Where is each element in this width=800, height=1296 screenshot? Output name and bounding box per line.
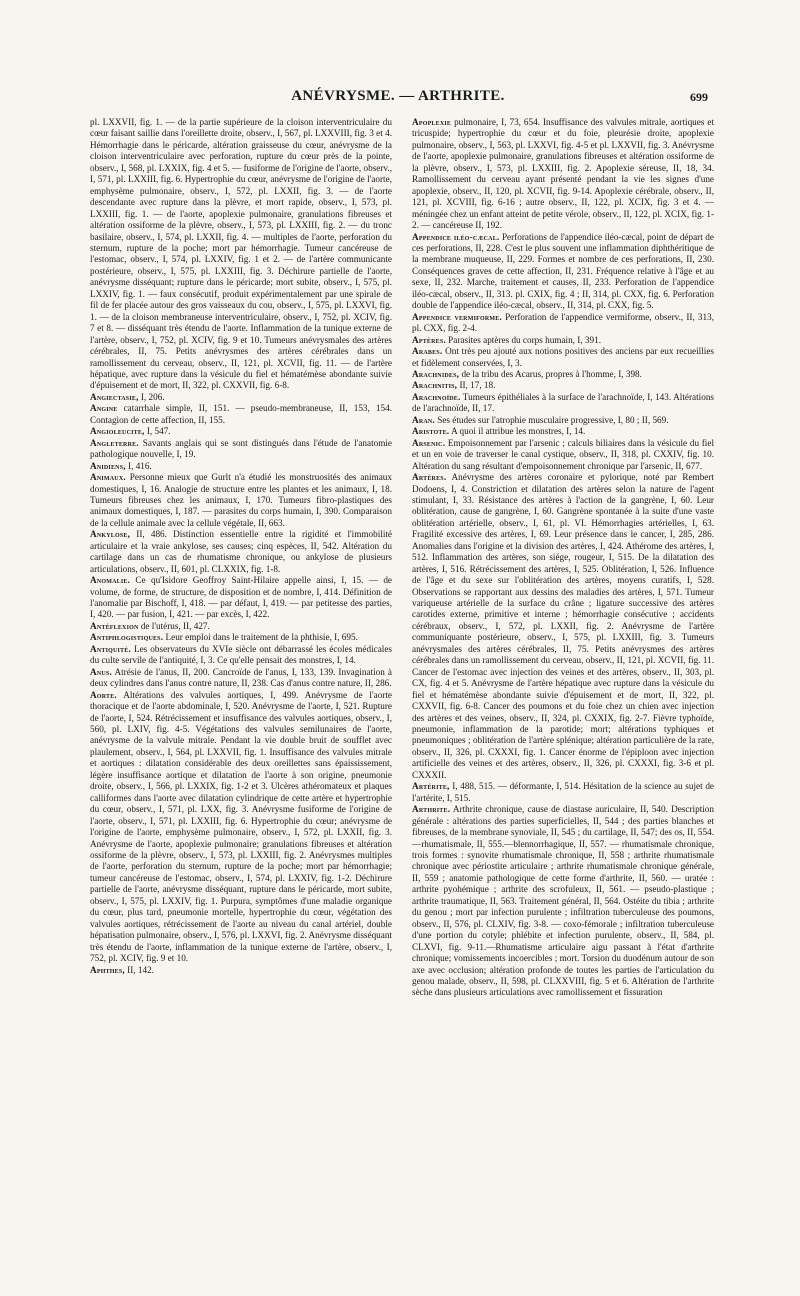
entry-text: Ont très peu ajouté aux notions positives des anciens par eux recueillies et fidèlement conservées, I, 3. xyxy=(412,346,714,368)
entry-text: Ce qu'Isidore Geoffroy Saint-Hilaire appelle ainsi, I, 15. — de volume, de forme, de structure, de disposition et de nombre, I, 414. Définition de l'anomalie par Bischoff, I, 418. — par défaut, I, 419. — par petitesse des parties, I, 420. — par fusion, I, 421. — par excès, I, 422. xyxy=(90,575,392,620)
entry-text: Perforations de l'appendice iléo-cæcal, point de départ de ces perforations, II, 228. C'est le plus souvent une inflammation diphthéritique de la membrane muqueuse, II, 229. Formes et nombre de ces perforations, II, 230. Conséquences graves de cette affection, II, 231. Fréquence relative à l'âge et au sexe, II, 232. Marche, traitement et causes, II, 233. Perforation de l'appendice iléo-cæcal, observ., II, 313. pl. CXIX, fig. 4 ; II, 314, pl. CXX, fig. 6. Perforation double de l'appendice iléo-cæcal, observ., II, 314, pl. CXX, fig. 5. xyxy=(412,231,714,311)
entry-term: Angioleucite, xyxy=(90,426,145,437)
entry-text: II, 142. xyxy=(124,964,154,975)
entry-term: Artères. xyxy=(412,472,447,483)
entry-term: Anomalie. xyxy=(90,575,131,586)
entry-term: Angiectasie, xyxy=(90,391,139,402)
entry-text: Anévrysme des artères coronaire et pylorique, noté par Rembert Dodoens, I, 4. Constriction et dilatation des artères selon la nature de l'agent stimulant, I, 33. Résistance des artères à l'action de la gangrène, I, 60. Leur oblitération, cause de gangrène, I, 60. Gangrène spontanée à la suite d'une vaste oblitération artérielle, observ., I, 61, pl. VI. Hémorrhagies artérielles, I, 63. Fragilité excessive des artères, I, 69. Leur présence dans le cancer, I, 285, 286. Anomalies dans l'origine et la division des artères, I, 424. Athérome des artères, I, 512. Inflammation des artères, son siége, rougeur, I, 515. De la dilatation des artères, I, 516. Rétrécissement des artères, I, 525. Oblitération, I, 526. Influence de l'âge et du sexe sur l'oblitération des artères, moyens curatifs, I, 528. Observations se rapportant aux dessins des maladies des artères, I, 571. Tumeur variqueuse artérielle de la surface du crâne ; ligature successive des artères carotides externe, primitive et interne ; hémorrhagie consécutive ; accidents cérébraux, observ., I, 572, pl. LXXII, fig. 2. Anévrysme de l'artère communiquante postérieure, observ., I, 575, pl. LXXIII, fig. 3. Tumeurs anévrysmales des artères cérébrales, II, 75. Petits anévrysmes des artères cérébrales dans un ramollissement du cerveau, observ., II, 121, pl. XCVII, fig. 11. Cancer de l'estomac avec injection des veines et des artères, observ., II, 303, pl. CX, fig. 4 et 5. Anévrysme de l'artère hépatique avec rupture dans la vésicule du fiel et hématémèse abondante suivie d'épuisement et de mort, II, 322, pl. CXXVII, fig. 6-8. Cancer des poumons et du foie chez un chien avec injection des artères et des veines, observ., II, 324, pl. CXXIX, fig. 2-7. Fièvre typhoïde, pneumonie, inflammation de la parotide; mort; altérations typhiques et pneumoniques ; oblitération de l'artère splénique; altération particulière de la rate, observ., II, 326, pl. CXXXI, fig. 1. Cancer énorme de l'épiploon avec injection artificielle des veines et des artères, observ., II, 326, pl. CXXXI, fig. 3-6 et pl. CXXXII. xyxy=(412,472,714,780)
entry-text: Savants anglais qui se sont distingués dans l'étude de l'anatomie pathologique nouvelle, I, 19. xyxy=(90,437,392,460)
index-entry xyxy=(90,472,392,529)
index-entry xyxy=(90,392,392,403)
index-entry xyxy=(90,621,392,632)
index-entry xyxy=(90,403,392,426)
index-entry xyxy=(412,781,714,804)
index-entry xyxy=(90,575,392,621)
entry-term: Aran. xyxy=(412,414,435,425)
entry-text: I, 206. xyxy=(138,391,165,402)
entry-text: Les observateurs du XVIe siècle ont débarrassé les écoles médicales du culte servile de l'antiquité, I, 3. Ce qu'elle pensait des monstres, I, 14. xyxy=(90,643,392,666)
right-column xyxy=(412,117,714,999)
entry-text: II, 17, 18. xyxy=(457,380,496,391)
index-entry xyxy=(412,380,714,391)
entry-term: Arthrite. xyxy=(412,804,451,815)
entry-term: Arabes. xyxy=(412,346,443,357)
index-entry xyxy=(412,426,714,437)
index-entry xyxy=(412,346,714,369)
entry-term: Artérite, xyxy=(412,781,450,792)
entry-text: Perforation de l'appendice vermiforme, observ., II, 313, pl. CXX, fig. 2-4. xyxy=(412,311,714,334)
entry-text: de la tribu des Acarus, propres à l'homme, I, 398. xyxy=(459,368,642,379)
entry-text: catarrhale simple, II, 151. — pseudo-membraneuse, II, 153, 154. Contagion de cette affection, II, 155. xyxy=(90,403,392,425)
index-entry xyxy=(90,529,392,575)
entry-term: Arachnitis, xyxy=(412,380,458,391)
entry-text: I, 416. xyxy=(125,460,152,471)
index-entry xyxy=(412,117,714,232)
index-entry xyxy=(90,438,392,461)
index-entry xyxy=(90,644,392,667)
entry-text: pulmonaire, I, 73, 654. Insuffisance des valvules mitrale, aortiques et tricuspide; hypertrophie du cœur et du foie, pleurésie droite, apoplexie pulmonaire, observ., I, 563, pl. LXXVI, fig. 4-5 et pl. LXXVII, fig. 3. Anévrysme de l'aorte, apoplexie pulmonaire, granulations fibreuses et altération ossiforme de la plèvre, observ., I, 573, pl. LXXIII, fig. 2. Apoplexie séreuse, II, 18, 34. Ramollissement du cerveau ayant présenté pendant la vie les signes d'une apoplexie, observ., II, 120, pl. XCVII, fig. 9-14. Apoplexie cérébrale, observ., II, 121, pl. XCVIII, fig. 6-16 ; autre observ., II, 122, pl. XCIX, fig. 3 et 4. — méningée chez un enfant atteint de petite vérole, observ., II, 122, pl. XCIX, fig. 1-2. — cancéreuse II, 192. xyxy=(412,117,714,231)
index-entry xyxy=(412,472,714,781)
entry-text: Parasites aptères du corps humain, I, 391. xyxy=(445,334,602,345)
entry-term: Antiphlogistiques. xyxy=(90,632,164,643)
index-entry xyxy=(90,426,392,437)
entry-text: Empoisonnement par l'arsenic ; calculs biliaires dans la vésicule du fiel et un en voie de traverser le canal cystique, observ., II, 318, pl. CXXIV, fig. 10. Altération du sang résultant d'empoisonnement chronique par l'arsenic, II, 677. xyxy=(412,437,714,471)
entry-term: Aphthes, xyxy=(90,964,125,975)
index-entry xyxy=(412,392,714,415)
page-number: 699 xyxy=(690,90,708,104)
entry-text: de l'utérus, II, 427. xyxy=(138,620,210,631)
entry-term: Angine xyxy=(90,403,118,414)
entry-term: Apoplexie xyxy=(412,117,452,127)
index-entry xyxy=(412,438,714,472)
entry-text: Atrésie de l'anus, II, 200. Cancroïde de l'anus, I, 133, 139. Invagination à deux cylindres dans l'anus contre nature, II, 238. Cas d'anus contre nature, II, 286. xyxy=(90,666,392,689)
entry-term: Aptères. xyxy=(412,334,446,345)
index-entry xyxy=(412,415,714,426)
index-entry xyxy=(90,632,392,643)
entry-term: Arachnoïde. xyxy=(412,391,461,402)
entry-term: Antiquité. xyxy=(90,643,131,654)
entry-text: Tumeurs épithéliales à la surface de l'arachnoïde, I, 143. Altérations de l'arachnoïde, II, 17. xyxy=(412,391,714,414)
entry-term: Arsenic. xyxy=(412,437,446,448)
index-entry xyxy=(90,461,392,472)
entry-term: Anidiens, xyxy=(90,460,126,471)
entry-term: Antéflexion xyxy=(90,620,139,631)
entry-text: Arthrite chronique, cause de diastase auriculaire, II, 540. Description générale : altérations des parties superficielles, II, 544 ; des parties blanches et fibreuses, de la membrane synoviale, II, 545 ; du cartilage, II, 547; des os, II, 554.—rhumatismale, II, 555.—blennorrhagique, II, 557. — rhumatismale chronique, trois formes : synovite rhumatismale chronique, II, 558 ; arthrite rhumatismale chronique avec périostite articulaire ; arthrite rhumatismale chronique générale, II, 559 ; anatomie pathologique de cette forme d'arthrite, II, 560. — uratée : arthrite pyohémique ; arthrite des scrofuleux, II, 561. — pseudo-plastique ; arthrite traumatique, II, 563. Traitement général, II, 564. Ostéite du tibia ; arthrite du genou ; mort par infection purulente ; infiltration tuberculeuse des poumons, observ., II, 576, pl. CLXIV, fig. 3-8. — coxo-fémorale ; infiltration tuberculeuse d'une portion du cotyle; phlébite et infection purulente, observ., II, 584, pl. CLXVI, fig. 9-11.—Rhumatisme articulaire aigu passant à l'état d'arthrite chronique; vomissements incoercibles ; mort. Torsion du duodénum autour de son axe avec occlusion; altération profonde de toutes les parties de l'articulation du genou malade, observ., II, 598, pl. CLXXVIII, fig. 5 et 6. Altération de l'arthrite sèche dans plusieurs articulations avec ramollissement et fissuration xyxy=(412,804,714,998)
entry-term: Appendice vermiforme. xyxy=(412,311,502,322)
index-entry xyxy=(412,312,714,335)
entry-term: Animaux. xyxy=(90,472,126,483)
index-entry xyxy=(412,232,714,312)
left-column xyxy=(90,117,392,976)
entry-text: A quoi il attribue les monstres, I, 14. xyxy=(449,426,586,437)
page-title: ANÉVRYSME. — ARTHRITE. xyxy=(291,88,505,104)
running-header xyxy=(88,88,708,110)
index-entry xyxy=(412,369,714,380)
entry-term: Arachnides, xyxy=(412,368,460,379)
index-entry xyxy=(90,667,392,690)
entry-term: Angleterre. xyxy=(90,437,139,448)
entry-term: Ankylose, xyxy=(90,529,131,540)
entry-term: Aorte. xyxy=(90,689,117,700)
entry-text: Altérations des valvules aortiques, I, 499. Anévrysme de l'aorte thoracique et de l'aorte abdominale, I, 520. Anévrysme de l'aorte, I, 521. Rupture de l'aorte, I, 524. Rétrécissement et insuffisance des valvules aortiques, observ., I, 560, pl. LXIV, fig. 4-5. Végétations des valvules semilunaires de l'aorte, anévrysme de la valvule mitrale. Pendant la vie double bruit de soufflet avec plaulement, observ., I, 564, pl. LXXVII, fig. 1. Insuffisance des valvules mitrale et aortiques : dilatation considérable des deux oreillettes sans épaississement, légère insuffisance aortique et dilatation de l'aorte à son origine, pneumonie droite, observ., I, 566, pl. LXXIX, fig. 1-2 et 3. Ulcères athéromateux et plaques calliformes dans l'aorte avec dilatation cylindrique de cette artère et hypertrophie du cœur, observ., I, 571, pl. LXX, fig. 3. Anévrysme fusiforme de l'origine de l'aorte, observ., I, 571, pl. LXXIII, fig. 6. Hypertrophie du cœur; anévrysme de l'origine de l'aorte, emphysème pulmonaire, observ., I, 572, pl. LXXII, fig. 3. Anévrysme de l'aorte, apoplexie pulmonaire; granulations fibreuses et altération ossiforme de la plèvre, observ., I, 573, pl. LXXIII, fig. 2. Anévrysmes multiples de l'aorte, perforation du sternum, rupture de la poche; mort par hémorrhagie; tumeur cancéreuse de l'estomac, observ., I, 574, pl. LXXIV, fig. 1-2. Déchirure partielle de l'aorte, anévrysme disséquant, rupture dans le péricarde, mort subite, observ., I, 575, pl. LXXIV, fig. 1. Purpura, symptômes d'une maladie organique du cœur, plus tard, pneumonie mortelle, hypertrophie du cœur, végétation des valvules aortiques, rétrécissement de l'aorte au niveau du canal artériel, double hépatisation pulmonaire, observ., I, 576, pl. LXXVI, fig. 2. Anévrysme disséquant très étendu de l'aorte, inflammation de la tunique externe de l'artère, observ., I, 752, pl. XCIV, fig. 9 et 10. xyxy=(90,689,392,964)
index-entry xyxy=(90,690,392,965)
entry-text: pl. LXXVII, fig. 1. — de la partie supérieure de la cloison interventriculaire du cœur faisant saillie dans l'oreillette droite, observ., I, 567, pl. LXXVIII, fig. 3 et 4. Hémorrhagie dans le péricarde, altération graisseuse du cœur, anévrysme de la cloison interventriculaire avec perforation, rupture du cœur près de la pointe, observ., I, 568, pl. LXXIX, fig. 4 et 5. — fusiforme de l'origine de l'aorte, observ., I, 571, pl. LXXIII, fig. 6. Hypertrophie du cœur, anévrysme de l'origine de l'aorte, emphysème pulmonaire, observ., I, 572, pl. LXXII, fig. 3. — de l'aorte descendante avec rupture dans la plèvre, et mort rapide, observ., I, 573, pl. LXXIII, fig. 1. — de l'aorte, apoplexie pulmonaire, granulations fibreuses et altération ossiforme de la plèvre, observ., I, 573, pl. LXXIII, fig. 2. — du tronc basilaire, observ., I, 574, pl. LXXII, fig. 4. — multiples de l'aorte, perforation du sternum, rupture de la poche; mort par hémorrhagie. Tumeur cancéreuse de l'estomac, observ., I, 574, pl. LXXIV, fig. 1 et 2. — de l'artère communicante postérieure, observ., I, 575, pl. LXXIII, fig. 3. Déchirure partielle de l'aorte, anévrysme disséquant; rupture dans le péricarde; mort subite, observ., I, 575, pl. LXXIV, fig. 1. — faux consécutif, produit expérimentalement par une spirale de fil de fer placée autour des gros vaisseaux du cou, observ., I, 575, pl. LXXVI, fig. 1. — de la cloison membraneuse interventriculaire, observ., I, 752, pl. XCIV, fig. 7 et 8. — disséquant très étendu de l'aorte. Inflammation de la tunique externe de l'artère, observ., I, 752, pl. XCIV, fig. 9 et 10. Tumeurs anévrysmales des artères cérébrales, II, 75. Petits anévrysmes des artères cérébrales dans un ramollissement du cerveau, observ., II, 121, pl. XCVII, fig. 11. — de l'artère hépatique, avec rupture dans la vésicule du fiel et hématémèse abondante suivie d'épuisement et de mort, II, 322, pl. CXXVII, fig. 6-8. xyxy=(90,117,392,391)
index-entry xyxy=(90,117,392,392)
entry-text: Ses études sur l'atrophie musculaire progressive, I, 80 ; II, 569. xyxy=(434,414,669,425)
index-entry xyxy=(412,804,714,999)
entry-text: Leur emploi dans le traitement de la phthisie, I, 695. xyxy=(163,632,358,643)
entry-term: Anus. xyxy=(90,666,112,677)
entry-term: Aristote. xyxy=(412,426,450,437)
entry-text: I, 547. xyxy=(144,426,171,437)
index-entry xyxy=(412,335,714,346)
entry-text: I, 488, 515. — déformante, I, 514. Hésitation de la science au sujet de l'artérite, I, 515. xyxy=(412,781,714,803)
entry-term: Appendice iléo-cæcal. xyxy=(412,231,500,242)
index-entry xyxy=(90,965,392,976)
entry-text: Personne mieux que Gurlt n'a étudié les monstruosités des animaux domestiques, I, 16. Analogie de structure entre les plantes et les animaux, I, 18. Tumeurs fibreuses chez les animaux, I, 170. Tumeurs fibro-plastiques des animaux domestiques, I, 187. — parasites du corps humain, I, 390. Comparaison de la cellule animale avec la cellule végétale, II, 663. xyxy=(90,472,392,528)
entry-text: II, 486. Distinction essentielle entre la rigidité et l'immobilité articulaire et la vraie ankylose, ses causes; cinq espèces, II, 542. Altération du cartilage dans un cas de rhumatisme chronique, ou ankylose de plusieurs articulations, observ., II, 601, pl. CLXXIX, fig. 1-8. xyxy=(90,529,392,574)
